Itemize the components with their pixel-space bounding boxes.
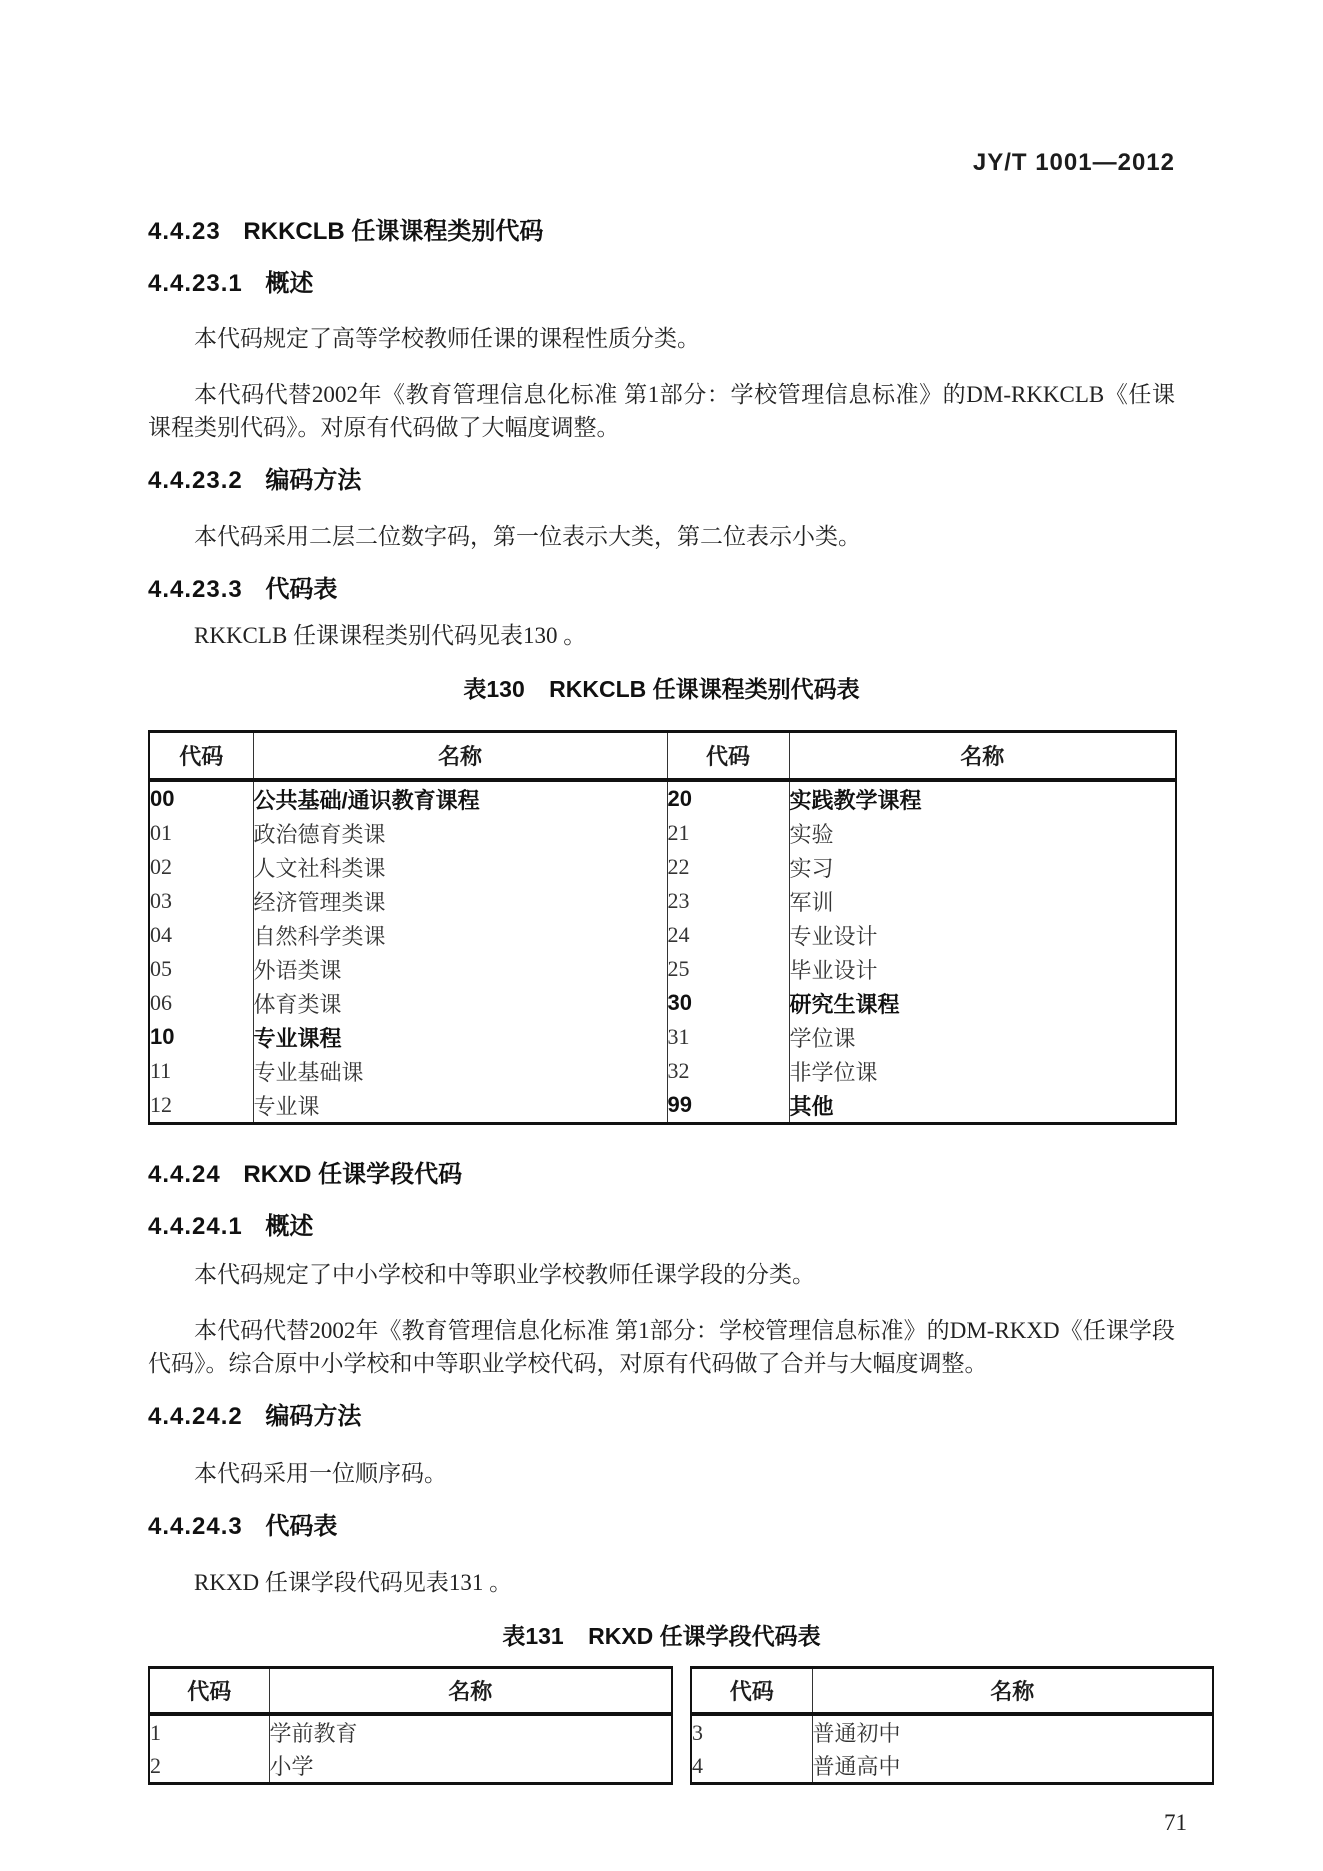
table131-caption <box>148 1622 1175 1650</box>
doc-code: JY/T 1001—2012 <box>972 149 1175 176</box>
table-row <box>149 1054 1176 1088</box>
code-cell: 30 <box>667 986 789 1020</box>
table130-body <box>149 780 1176 1124</box>
section-title: 概述 <box>265 1213 314 1240</box>
table-row <box>149 850 1176 884</box>
section-heading-4-4-23 <box>148 218 1175 246</box>
table131-left-head <box>149 1668 672 1715</box>
section-title: 编码方法 <box>265 1403 362 1430</box>
paragraph-overview-4: 本代码代替2002年《教育管理信息化标准 第1部分：学校管理信息标准》的DM-RKXD《任课学段代码》。综合原中小学校和中等职业学校代码，对原有代码做了合并与大幅度调整。 <box>148 1318 1175 1376</box>
section-title: RKXD 任课学段代码 <box>243 1161 463 1188</box>
paragraph-coding-method: 本代码采用二层二位数字码，第一位表示大类，第二位表示小类。 <box>194 524 861 549</box>
section-heading-4-4-24-2 <box>148 1403 1175 1431</box>
code-cell: 22 <box>667 850 789 884</box>
table-row <box>149 1088 1176 1124</box>
section-number: 4.4.24.3 <box>148 1513 243 1540</box>
name-cell: 其他 <box>789 1088 1176 1124</box>
name-cell: 实践教学课程 <box>789 780 1176 816</box>
section-heading-4-4-24-1 <box>148 1213 1175 1241</box>
name-cell: 人文社科类课 <box>253 850 667 884</box>
code-cell: 05 <box>150 956 172 981</box>
code-cell: 20 <box>667 780 789 816</box>
code-cell: 02 <box>150 854 172 879</box>
section-title: RKKCLB 任课课程类别代码 <box>243 218 544 245</box>
paragraph-overview-1: 本代码规定了高等学校教师任课的课程性质分类。 <box>194 326 700 351</box>
name-cell: 军训 <box>789 884 1176 918</box>
code-cell: 12 <box>150 1092 172 1117</box>
code-cell: 11 <box>150 1058 172 1083</box>
table-row <box>149 816 1176 850</box>
code-cell: 21 <box>667 816 789 850</box>
section-title: 编码方法 <box>265 467 362 494</box>
paragraph-coding-method-2: 本代码采用一位顺序码。 <box>194 1461 447 1486</box>
table131-group <box>148 1666 1210 1785</box>
table130-title: RKKCLB 任课课程类别代码表 <box>549 676 860 702</box>
paragraph-table-ref-131: RKXD 任课学段代码见表131 。 <box>194 1570 513 1595</box>
table-row <box>149 918 1176 952</box>
code-cell: 23 <box>667 884 789 918</box>
table130-header-name-left: 名称 <box>253 732 667 781</box>
code-cell: 32 <box>667 1054 789 1088</box>
code-cell: 31 <box>667 1020 789 1054</box>
section-title: 代码表 <box>265 576 338 603</box>
table130-header-name-right: 名称 <box>789 732 1176 781</box>
code-cell: 04 <box>150 922 172 947</box>
name-cell: 专业设计 <box>789 918 1176 952</box>
section-title: 代码表 <box>265 1513 338 1540</box>
paragraph-overview-2: 本代码代替2002年《教育管理信息化标准 第1部分：学校管理信息标准》的DM-RKKCLB《任课课程类别代码》。对原有代码做了大幅度调整。 <box>148 382 1175 440</box>
name-cell: 体育类课 <box>253 986 667 1020</box>
section-number: 4.4.24.1 <box>148 1213 243 1240</box>
table-131-left <box>148 1666 673 1785</box>
code-cell: 25 <box>667 952 789 986</box>
name-cell: 研究生课程 <box>789 986 1176 1020</box>
code-cell: 00 <box>150 786 175 811</box>
table131-label: 表131 <box>502 1623 564 1649</box>
table131-left-body <box>149 1714 672 1784</box>
table-row <box>691 1714 1213 1749</box>
name-cell: 自然科学类课 <box>253 918 667 952</box>
name-cell: 普通高中 <box>812 1749 1213 1784</box>
code-cell: 06 <box>150 990 172 1015</box>
table-130 <box>148 730 1177 1125</box>
section-number: 4.4.23.1 <box>148 270 243 297</box>
name-cell: 经济管理类课 <box>253 884 667 918</box>
name-cell: 普通初中 <box>812 1714 1213 1749</box>
page-number: 71 <box>1164 1810 1187 1835</box>
name-cell: 专业基础课 <box>253 1054 667 1088</box>
name-cell: 专业课 <box>253 1088 667 1124</box>
table-row <box>149 884 1176 918</box>
name-cell: 政治德育类课 <box>253 816 667 850</box>
section-number: 4.4.24 <box>148 1161 221 1188</box>
name-cell: 外语类课 <box>253 952 667 986</box>
code-cell: 99 <box>667 1088 789 1124</box>
section-number: 4.4.23.3 <box>148 576 243 603</box>
name-cell: 非学位课 <box>789 1054 1176 1088</box>
table131-right-header-row <box>691 1668 1213 1715</box>
name-cell: 公共基础/通识教育课程 <box>253 780 667 816</box>
section-heading-4-4-24-3 <box>148 1513 1175 1541</box>
section-number: 4.4.23 <box>148 218 221 245</box>
name-cell: 实验 <box>789 816 1176 850</box>
table-row <box>149 986 1176 1020</box>
paragraph-overview-3: 本代码规定了中小学校和中等职业学校教师任课学段的分类。 <box>194 1262 815 1287</box>
table-row <box>691 1749 1213 1784</box>
table130-header-row <box>149 732 1176 781</box>
table131-header-name: 名称 <box>269 1668 672 1715</box>
table130-header-code-left: 代码 <box>149 732 253 781</box>
table131-title: RKXD 任课学段代码表 <box>588 1623 821 1649</box>
code-cell: 03 <box>150 888 172 913</box>
section-number: 4.4.24.2 <box>148 1403 243 1430</box>
code-cell: 1 <box>150 1719 161 1745</box>
name-cell: 学位课 <box>789 1020 1176 1054</box>
doc-header <box>148 0 1175 176</box>
paragraph-table-ref-130: RKKCLB 任课课程类别代码见表130 。 <box>194 623 587 648</box>
code-cell: 24 <box>667 918 789 952</box>
table-row <box>149 780 1176 816</box>
table-131-right <box>690 1666 1214 1785</box>
name-cell: 实习 <box>789 850 1176 884</box>
table131-header-code: 代码 <box>149 1668 269 1715</box>
code-cell: 2 <box>150 1752 161 1778</box>
table130-head <box>149 732 1176 781</box>
table-row <box>149 1020 1176 1054</box>
table131-right-head <box>691 1668 1213 1715</box>
name-cell: 专业课程 <box>253 1020 667 1054</box>
name-cell: 小学 <box>269 1749 672 1784</box>
section-heading-4-4-23-2 <box>148 467 1175 495</box>
section-heading-4-4-23-1 <box>148 270 1175 298</box>
table131-right-body <box>691 1714 1213 1784</box>
table131-header-code: 代码 <box>691 1668 812 1715</box>
section-heading-4-4-24 <box>148 1161 1175 1189</box>
section-heading-4-4-23-3 <box>148 576 1175 604</box>
section-title: 概述 <box>265 270 314 297</box>
code-cell: 3 <box>692 1719 703 1745</box>
table130-header-code-right: 代码 <box>667 732 789 781</box>
table131-header-name: 名称 <box>812 1668 1213 1715</box>
table-row <box>149 1749 672 1784</box>
code-cell: 10 <box>150 1024 175 1049</box>
table130-label: 表130 <box>463 676 525 702</box>
code-cell: 01 <box>150 820 172 845</box>
table131-left-header-row <box>149 1668 672 1715</box>
table-row <box>149 952 1176 986</box>
name-cell: 毕业设计 <box>789 952 1176 986</box>
code-cell: 4 <box>692 1752 703 1778</box>
table130-caption <box>148 675 1175 703</box>
table-row <box>149 1714 672 1749</box>
section-number: 4.4.23.2 <box>148 467 243 494</box>
name-cell: 学前教育 <box>269 1714 672 1749</box>
